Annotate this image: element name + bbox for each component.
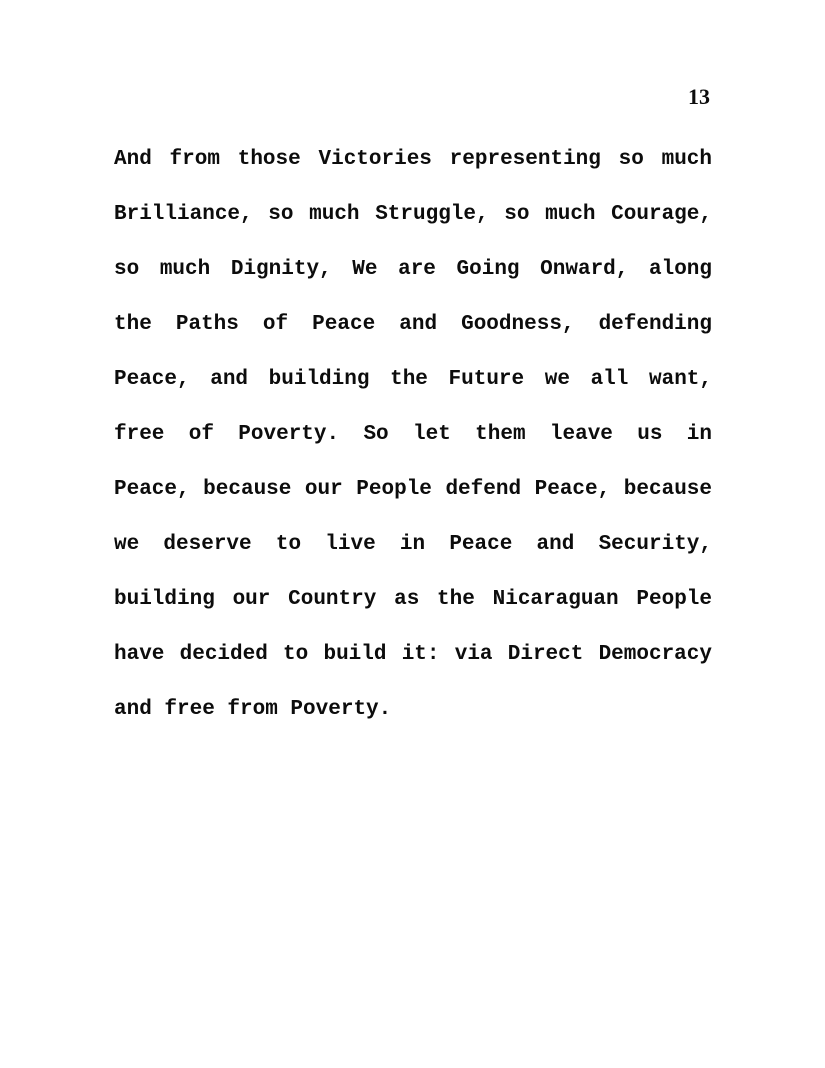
body-line-8: we deserve to live in Peace and Security,	[114, 533, 712, 556]
body-line-5: Peace, and building the Future we all want,	[114, 368, 712, 391]
body-line-10: have decided to build it: via Direct Democracy	[114, 643, 712, 666]
body-line-4: the Paths of Peace and Goodness, defending	[114, 313, 712, 336]
body-line-9: building our Country as the Nicaraguan People	[114, 588, 712, 611]
body-line-11: and free from Poverty.	[114, 698, 392, 721]
page-number: 13	[688, 84, 710, 109]
body-line-7: Peace, because our People defend Peace, because	[114, 478, 712, 501]
body-line-3: so much Dignity, We are Going Onward, along	[114, 258, 712, 281]
body-paragraph	[114, 146, 712, 751]
body-line-6: free of Poverty. So let them leave us in	[114, 423, 712, 446]
body-line-2: Brilliance, so much Struggle, so much Courage,	[114, 203, 712, 226]
body-line-1: And from those Victories representing so much	[114, 148, 712, 171]
